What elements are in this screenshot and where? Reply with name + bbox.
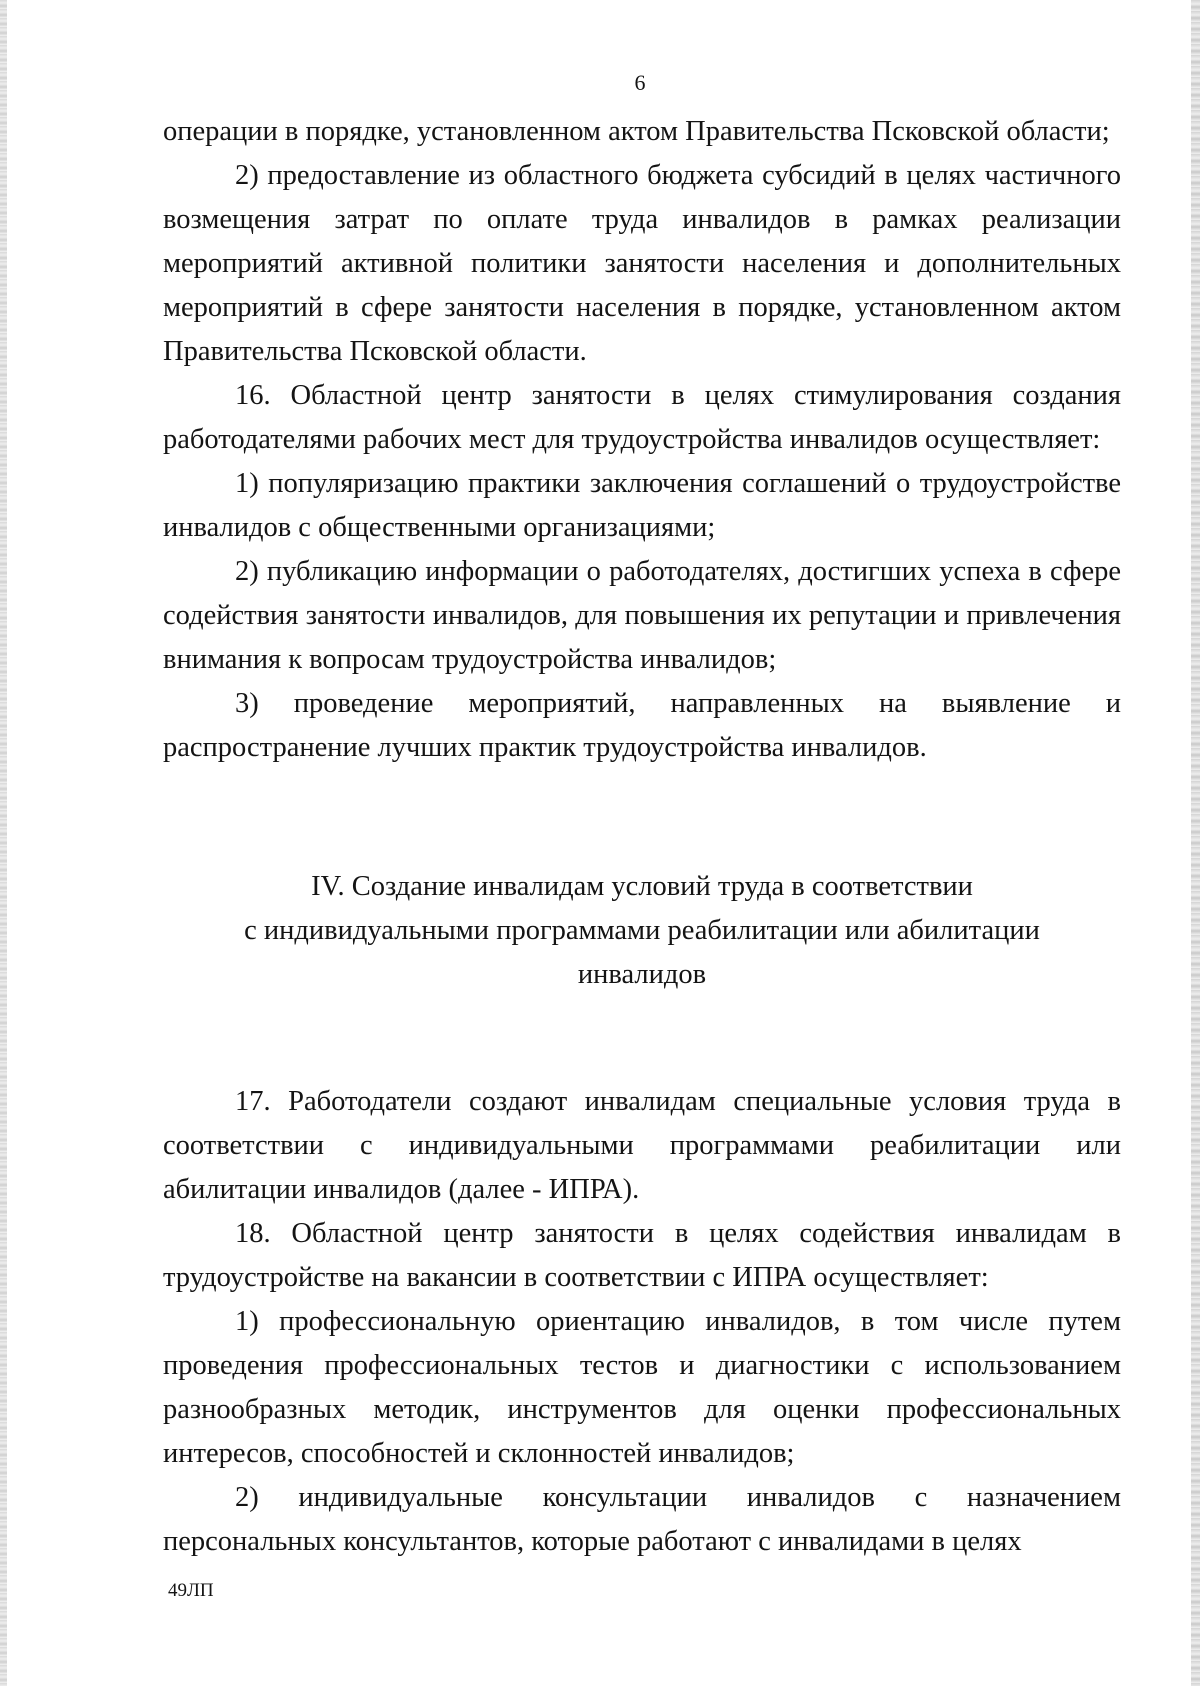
section-heading	[163, 865, 1121, 997]
body-text-top	[163, 110, 1121, 770]
paragraph-16: 16. Областной центр занятости в целях стимулирования создания работодателями рабочих мест для трудоустройства инвалидов осуществляет:	[163, 380, 1121, 455]
section-heading-line-1: IV. Создание инвалидам условий труда в соответствии	[311, 871, 973, 902]
document-code: 49ЛП	[168, 1580, 214, 1601]
section-heading-line-2: с индивидуальными программами реабилитации или абилитации	[244, 915, 1040, 946]
scan-edge-right	[1191, 0, 1200, 1686]
body-text-bottom	[163, 1080, 1121, 1564]
paragraph-18: 18. Областной центр занятости в целях содействия инвалидам в трудоустройстве на вакансии в соответствии с ИПРА осуществляет:	[163, 1218, 1121, 1293]
paragraph-16-item-2: 2) публикацию информации о работодателях, достигших успеха в сфере содействия занятости инвалидов, для повышения их репутации и привлечения внимания к вопросам трудоустройства инвалидов;	[163, 556, 1121, 675]
paragraph-16-item-1: 1) популяризацию практики заключения соглашений о трудоустройстве инвалидов с общественными организациями;	[163, 468, 1121, 543]
paragraph-item-2-subsidies: 2) предоставление из областного бюджета субсидий в целях частичного возмещения затрат по оплате труда инвалидов в рамках реализации мероприятий активной политики занятости населения и дополнительных мероприятий в сфере занятости населения в порядке, установленном актом Правительства Псковской области.	[163, 160, 1121, 367]
scan-edge-left	[0, 0, 7, 1686]
paragraph-18-item-1: 1) профессиональную ориентацию инвалидов, в том числе путем проведения профессиональных тестов и диагностики с использованием разнообразных методик, инструментов для оценки профессиональных интересов, способностей и склонностей инвалидов;	[163, 1306, 1121, 1469]
paragraph-continuation: операции в порядке, установленном актом Правительства Псковской области;	[163, 116, 1110, 147]
section-heading-line-3: инвалидов	[577, 959, 707, 990]
paragraph-16-item-3: 3) проведение мероприятий, направленных на выявление и распространение лучших практик трудоустройства инвалидов.	[163, 688, 1121, 763]
paragraph-17: 17. Работодатели создают инвалидам специальные условия труда в соответствии с индивидуальными программами реабилитации или абилитации инвалидов (далее - ИПРА).	[163, 1086, 1121, 1205]
paragraph-18-item-2: 2) индивидуальные консультации инвалидов с назначением персональных консультантов, которые работают с инвалидами в целях	[163, 1482, 1121, 1557]
page-number: 6	[634, 70, 646, 95]
